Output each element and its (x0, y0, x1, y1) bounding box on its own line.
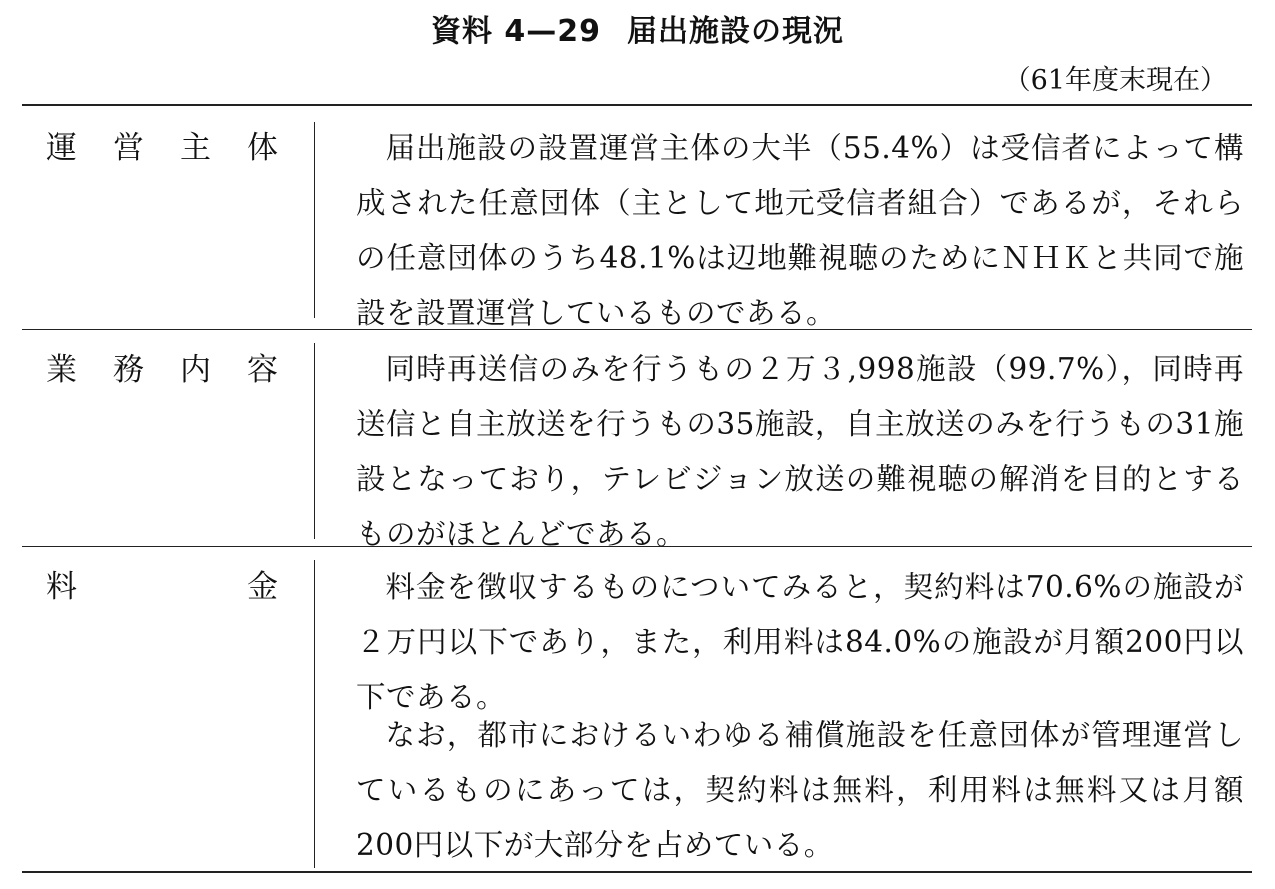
title-prefix: 資料 (430, 14, 493, 49)
row-text-operator: 届出施設の設置運営主体の大半（55.4%）は受信者によって構成された任意団体（主として地元受信者組合）であるが，それらの任意団体のうち48.1%は辺地難視聴のためにＮＨＫと共同で施設を設置運営しているものである。 (356, 131, 1244, 330)
date-note: （61年度末現在） (1003, 65, 1227, 96)
title-number: 4—29 (504, 14, 602, 49)
table-top-rule (22, 104, 1252, 106)
label-char: 料 (46, 569, 77, 605)
column-divider (314, 343, 315, 539)
row-text-fees: 料金を徴収するものについてみると，契約料は70.6%の施設が２万円以下であり，また，利用料は84.0%の施設が月額200円以下である。 (356, 570, 1244, 714)
title-name: 届出施設の現況 (627, 14, 845, 49)
label-char: 体 (247, 130, 278, 166)
label-char: 主 (180, 130, 211, 166)
label-char: 業 (46, 352, 77, 388)
label-char: 運 (46, 130, 77, 166)
row-label-business (46, 350, 278, 390)
label-char: 容 (247, 352, 278, 388)
label-char: 務 (113, 352, 144, 388)
row-label-operator (46, 128, 278, 168)
label-char: 金 (247, 569, 278, 605)
column-divider (314, 122, 315, 318)
row-label-fees (46, 567, 278, 607)
label-char: 営 (113, 130, 144, 166)
page-title (0, 6, 1275, 50)
row-text-fees-note: なお，都市におけるいわゆる補償施設を任意団体が管理運営しているものにあっては，契約料は無料，利用料は無料又は月額200円以下が大部分を占めている。 (356, 718, 1244, 862)
column-divider (314, 560, 315, 868)
label-char: 内 (180, 352, 211, 388)
row-text-business: 同時再送信のみを行うもの２万３,998施設（99.7%），同時再送信と自主放送を行うもの35施設，自主放送のみを行うもの31施設となっており，テレビジョン放送の難視聴の解消を目的とするものがほとんどである。 (356, 352, 1244, 551)
